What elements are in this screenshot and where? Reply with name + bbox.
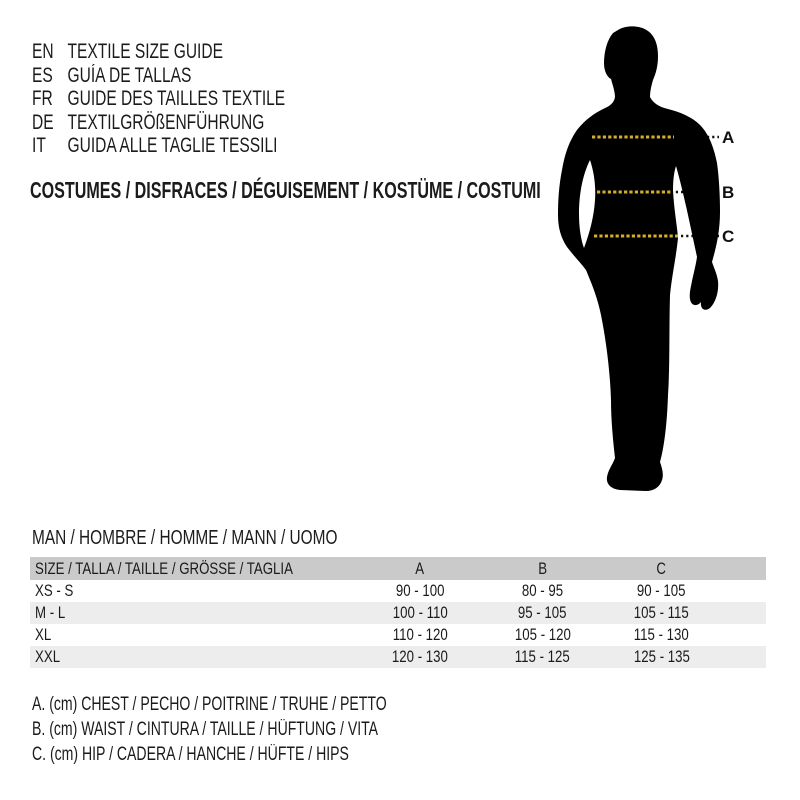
table-row-xs-s — [30, 580, 766, 602]
value-cell: 120 - 130 — [392, 647, 449, 666]
value-cell: 90 - 100 — [395, 581, 445, 600]
language-label-en: TEXTILE SIZE GUIDE — [67, 40, 223, 63]
legend-line-a: A. (cm) CHEST / PECHO / POITRINE / TRUHE / PETTO — [32, 694, 387, 715]
table-row-m-l — [30, 602, 766, 624]
language-code-it: IT — [32, 134, 46, 158]
table-row-xxl — [30, 646, 766, 668]
value-cell: 90 - 105 — [637, 581, 686, 600]
value-cell: 110 - 120 — [392, 625, 448, 644]
figure-label-a: A — [722, 128, 735, 147]
language-row-fr — [32, 87, 374, 111]
value-cell: 105 - 115 — [633, 603, 689, 622]
language-row-it — [32, 134, 374, 158]
man-silhouette-path — [558, 26, 720, 491]
legend-line-c: C. (cm) HIP / CADERA / HANCHE / HÜFTE / HIPS — [32, 744, 349, 766]
size-table-header-c: C — [611, 557, 766, 580]
size-cell: M - L — [35, 603, 66, 622]
value-cell: 125 - 135 — [633, 647, 690, 666]
size-table-header-row — [30, 557, 766, 580]
language-label-de: TEXTILGRÖßENFÜHRUNG — [67, 110, 265, 134]
size-table — [30, 557, 766, 668]
table-row-xl — [30, 624, 766, 646]
figure-label-c: C — [722, 227, 735, 246]
figure-label-b: B — [722, 183, 735, 202]
value-cell: 100 - 110 — [392, 603, 448, 622]
language-label-fr: GUIDE DES TAILLES TEXTILE — [67, 87, 286, 111]
language-row-en — [32, 40, 374, 64]
man-silhouette-figure — [540, 0, 800, 530]
size-cell: XL — [35, 625, 52, 644]
language-guide-list — [32, 40, 374, 158]
size-cell: XS - S — [35, 581, 74, 600]
language-label-es: GUÍA DE TALLAS — [67, 63, 192, 87]
language-label-it: GUIDA ALLE TAGLIE TESSILI — [67, 134, 278, 158]
size-cell: XXL — [35, 647, 61, 666]
value-cell: 95 - 105 — [518, 603, 567, 622]
size-table-header-b: B — [474, 557, 610, 580]
value-cell: 115 - 130 — [633, 625, 689, 644]
language-code-fr: FR — [32, 87, 53, 111]
language-row-de — [32, 111, 374, 135]
legend-line-b: B. (cm) WAIST / CINTURA / TAILLE / HÜFTUNG / VITA — [32, 719, 379, 741]
value-cell: 105 - 120 — [514, 625, 571, 644]
section-title-man: MAN / HOMBRE / HOMME / MANN / UOMO — [32, 527, 338, 549]
value-cell: 115 - 125 — [515, 647, 571, 666]
value-cell: 80 - 95 — [522, 581, 564, 600]
size-table-header-a: A — [366, 557, 475, 580]
language-code-de: DE — [32, 110, 54, 134]
language-row-es — [32, 64, 374, 88]
language-code-en: EN — [32, 40, 54, 63]
measure-legend — [32, 692, 511, 768]
language-code-es: ES — [32, 63, 53, 87]
category-title: COSTUMES / DISFRACES / DÉGUISEMENT / KOSTÜME / COSTUMI — [30, 177, 541, 203]
size-table-header-size: SIZE / TALLA / TAILLE / GRÖSSE / TAGLIA — [30, 557, 366, 580]
